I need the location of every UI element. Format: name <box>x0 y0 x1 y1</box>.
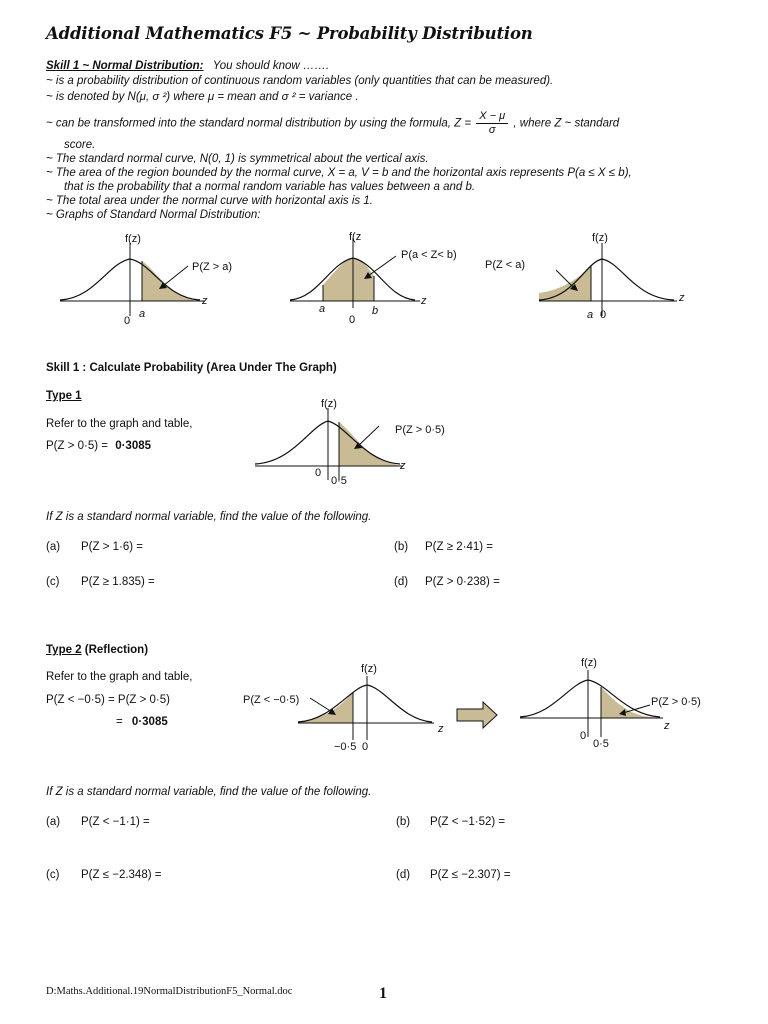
graph-upper-tail <box>60 228 240 328</box>
z-label: z <box>438 723 444 735</box>
fz-label: f(z) <box>125 233 141 245</box>
z-label: z <box>664 720 670 732</box>
fz-label: f(z) <box>321 398 337 410</box>
shaded-region <box>539 266 591 301</box>
normal-curve <box>539 259 674 300</box>
zero-label: 0 <box>580 730 587 742</box>
z-label: z <box>421 295 427 307</box>
bullet-5: ~ The area of the region bounded by the normal curve, X = a, V = b and the horizontal axis represents P(a ≤ X ≤ b), <box>46 167 632 179</box>
z-formula-numerator: X − μ <box>476 110 508 124</box>
reflection-arrow-icon <box>455 700 500 732</box>
type1-equation <box>46 440 151 452</box>
type1-qd-label: (d) <box>394 576 409 588</box>
fz-label: f(z <box>349 231 362 243</box>
skill-heading-suffix: You should know ……. <box>212 60 330 72</box>
type2-qa-label: (a) <box>46 816 61 828</box>
type1-graph <box>255 396 470 491</box>
z-label: z <box>679 292 685 304</box>
bullet-7: ~ Graphs of Standard Normal Distribution: <box>46 209 261 221</box>
type1-qc: P(Z ≥ 1.835) = <box>81 576 155 588</box>
prob-label: P(Z > 0·5) <box>651 696 701 708</box>
bullet-6: ~ The total area under the normal curve with horizontal axis is 1. <box>46 195 373 207</box>
a-label: a <box>587 309 594 321</box>
pointer-arrow <box>310 698 332 712</box>
zero-label: 0 <box>362 741 369 753</box>
fz-label: f(z) <box>592 232 608 244</box>
type2-heading: Type 2 <box>46 644 82 656</box>
intro-heading-line <box>46 60 329 72</box>
type2-qb: P(Z < −1·52) = <box>430 816 506 828</box>
zero-label: 0 <box>315 467 322 479</box>
type1-heading: Type 1 <box>46 390 82 402</box>
bullet-4: ~ The standard normal curve, N(0, 1) is symmetrical about the vertical axis. <box>46 153 429 165</box>
type2-heading-suffix: (Reflection) <box>84 644 149 656</box>
zero-label: 0 <box>349 314 356 326</box>
type1-eq-left: P(Z > 0·5) = <box>46 440 108 452</box>
prob-label: P(Z < a) <box>485 259 526 271</box>
type1-qc-label: (c) <box>46 576 60 588</box>
pointer-arrow <box>358 426 379 446</box>
skill-heading: Skill 1 ~ Normal Distribution: <box>46 60 204 72</box>
page-number: 1 <box>379 985 387 1002</box>
type1-refer: Refer to the graph and table, <box>46 418 193 430</box>
x-label: −0·5 <box>334 741 357 753</box>
type2-qd-label: (d) <box>396 869 411 881</box>
bullet-3 <box>46 110 619 137</box>
z-formula <box>476 110 508 137</box>
type2-qb-label: (b) <box>396 816 411 828</box>
type2-graph-left <box>240 660 455 760</box>
z-label: z <box>400 460 406 472</box>
pointer-arrow <box>623 705 650 713</box>
type1-qa: P(Z > 1·6) = <box>81 541 143 553</box>
type2-instruction: If Z is a standard normal variable, find the value of the following. <box>46 786 372 798</box>
type1-qa-label: (a) <box>46 541 61 553</box>
type2-heading-line <box>46 644 148 656</box>
type2-qc: P(Z ≤ −2.348) = <box>81 869 162 881</box>
bullet-3-suffix: , where Z ~ standard <box>513 117 620 130</box>
skill1-heading: Skill 1 : Calculate Probability (Area Under The Graph) <box>46 362 337 374</box>
type2-eq2-equals: = <box>116 716 123 728</box>
type2-graph-right <box>515 655 725 755</box>
type1-qb-label: (b) <box>394 541 409 553</box>
type2-refer: Refer to the graph and table, <box>46 671 193 683</box>
a-label: a <box>139 308 146 320</box>
type2-qd: P(Z ≤ −2.307) = <box>430 869 511 881</box>
bullet-3-continuation: score. <box>64 139 96 151</box>
b-label: b <box>372 305 379 317</box>
bullet-3-text: ~ can be transformed into the standard normal distribution by using the formula, Z = <box>46 117 472 130</box>
x-label: 0·5 <box>593 738 609 750</box>
prob-label: P(a < Z< b) <box>401 249 457 261</box>
z-label: z <box>202 295 208 307</box>
bullet-5-continuation: that is the probability that a normal random variable has values between a and b. <box>64 181 476 193</box>
pointer-arrow <box>368 256 396 276</box>
type2-qa: P(Z < −1·1) = <box>81 816 150 828</box>
type1-instruction: If Z is a standard normal variable, find the value of the following. <box>46 511 372 523</box>
bullet-1: ~ is a probability distribution of continuous random variables (only quantities that can be measured). <box>46 75 554 87</box>
type2-eq2-value: 0·3085 <box>131 716 168 728</box>
graph-lower-tail <box>484 228 699 328</box>
x-label: 0·5 <box>331 475 347 487</box>
type2-eq2 <box>116 716 168 728</box>
document-title: Additional Mathematics F5 ~ Probability Distribution <box>46 24 533 43</box>
zero-label: 0 <box>600 309 607 321</box>
footer-path: D:Maths.Additional.19NormalDistributionF5_Normal.doc <box>46 986 293 997</box>
a-label: a <box>319 303 326 315</box>
prob-label: P(Z > a) <box>192 261 233 273</box>
bullet-2: ~ is denoted by N(μ, σ ²) where μ = mean and σ ² = variance . <box>46 91 359 103</box>
type1-qb: P(Z ≥ 2·41) = <box>425 541 493 553</box>
pointer-arrow <box>163 266 188 286</box>
type2-eq1: P(Z < −0·5) = P(Z > 0·5) <box>46 694 170 706</box>
shaded-region <box>339 422 400 466</box>
graph-between <box>290 228 480 328</box>
type1-qd: P(Z > 0·238) = <box>425 576 500 588</box>
type2-qc-label: (c) <box>46 869 60 881</box>
fz-label: f(z) <box>361 663 377 675</box>
normal-curve <box>520 680 660 717</box>
z-formula-denominator: σ <box>488 124 496 136</box>
zero-label: 0 <box>124 315 131 327</box>
prob-label: P(Z > 0·5) <box>395 424 445 436</box>
prob-label: P(Z < −0·5) <box>243 694 300 706</box>
type1-eq-value: 0·3085 <box>115 440 152 452</box>
fz-label: f(z) <box>581 657 597 669</box>
